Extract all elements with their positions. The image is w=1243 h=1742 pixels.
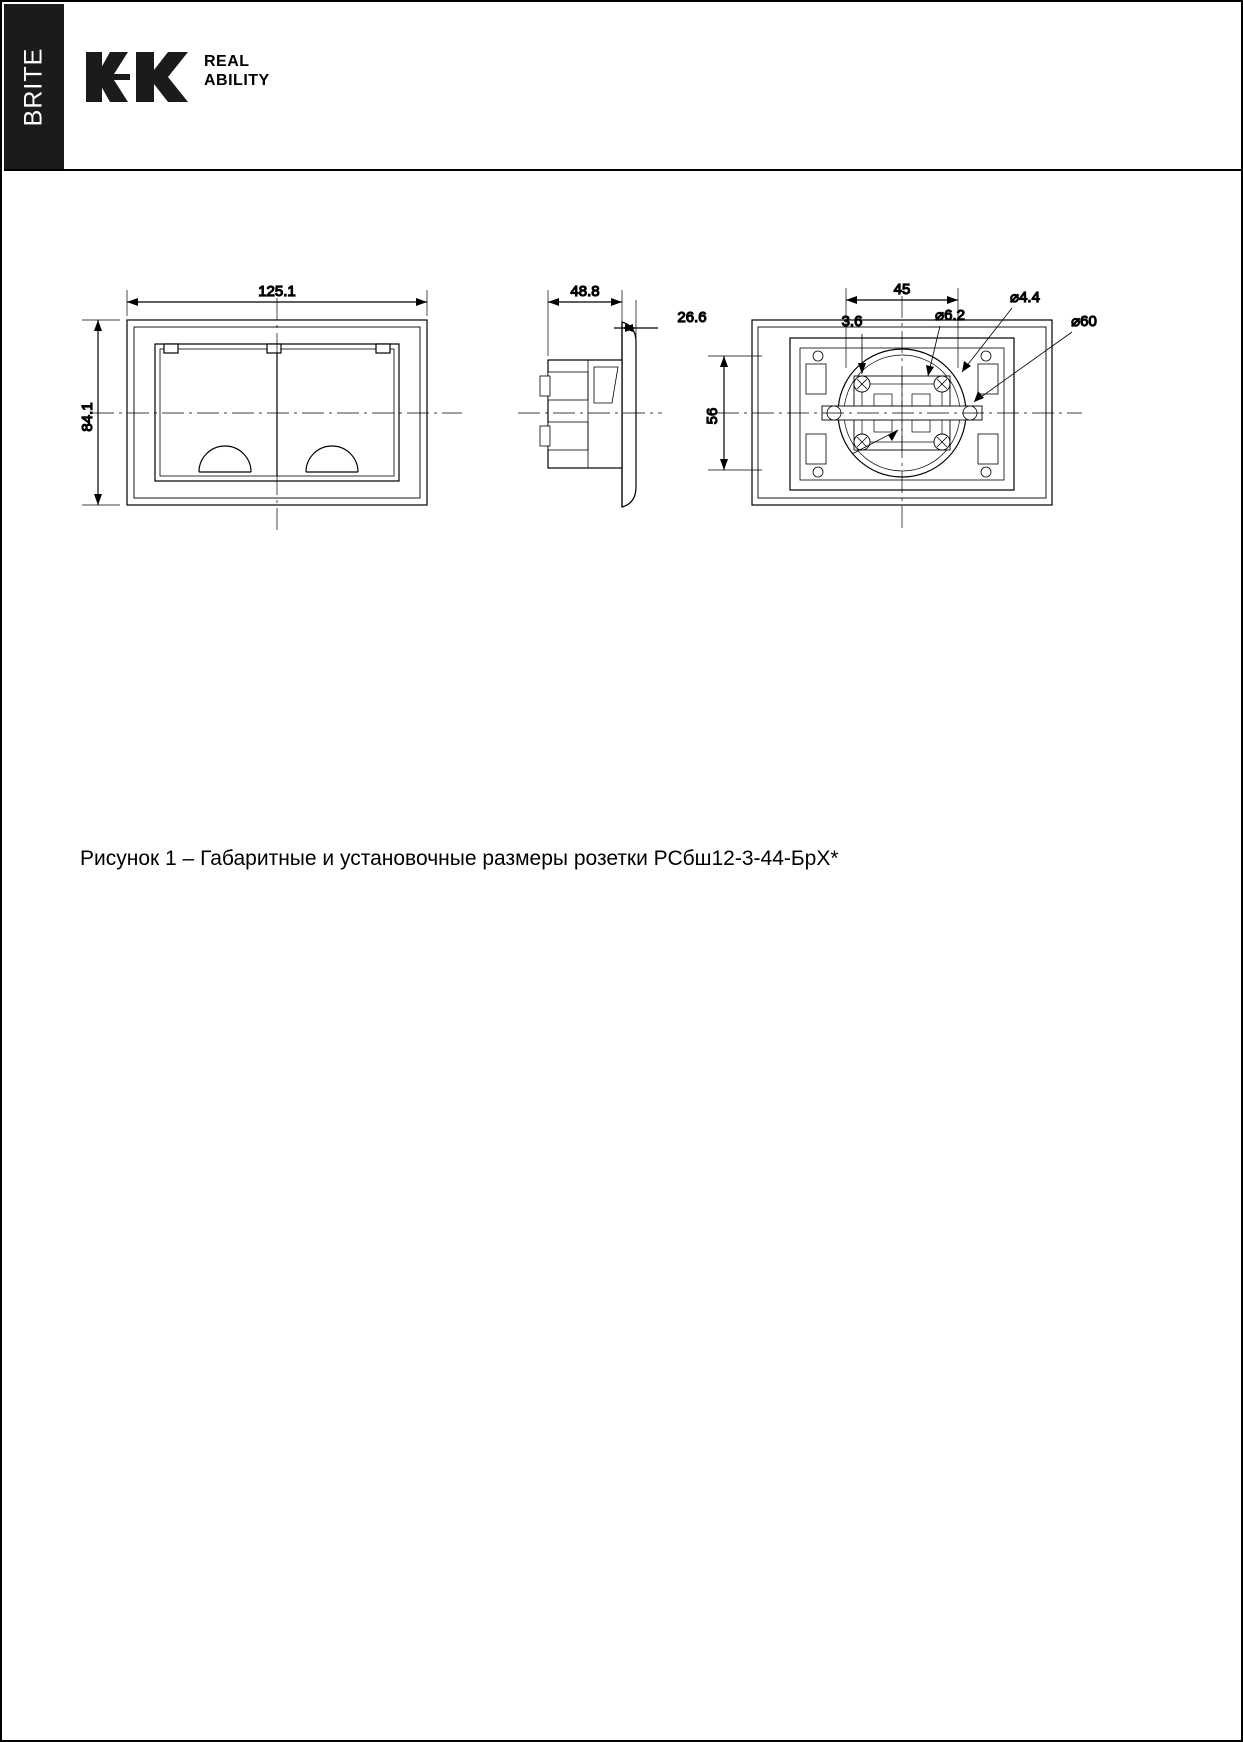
rear-view [704, 281, 1097, 530]
technical-drawing [62, 272, 1122, 572]
dim-front-height: 84.1 [79, 402, 96, 432]
dim-rear-height-56: 56 [704, 407, 721, 425]
series-tab-label: BRITE [19, 47, 48, 126]
header-divider [4, 169, 1243, 171]
side-view [518, 283, 707, 507]
dim-side-depth: 48.8 [570, 283, 600, 300]
brand-tagline-line2: ABILITY [204, 72, 270, 89]
dim-rear-width-45: 45 [893, 281, 911, 298]
figure-caption: Рисунок 1 – Габаритные и установочные размеры розетки РСбш12-3-44-БрX* [80, 847, 839, 870]
brand-tagline-line1: REAL [204, 53, 250, 70]
brand-logo [84, 46, 384, 116]
dim-rear-dia-6-2: ⌀6.2 [935, 307, 965, 324]
dim-side-plate: 26.6 [677, 309, 707, 326]
front-view [79, 283, 462, 530]
dim-rear-dia-60: ⌀60 [1071, 313, 1097, 330]
dim-front-width: 125.1 [258, 283, 296, 300]
brand-tagline [204, 52, 270, 90]
iek-logo-icon [84, 46, 194, 108]
series-tab [4, 4, 64, 169]
drawing-svg [62, 272, 1122, 572]
dim-rear-3-6: 3.6 [841, 313, 863, 330]
dim-rear-dia-4-4: ⌀4.4 [1010, 289, 1040, 306]
